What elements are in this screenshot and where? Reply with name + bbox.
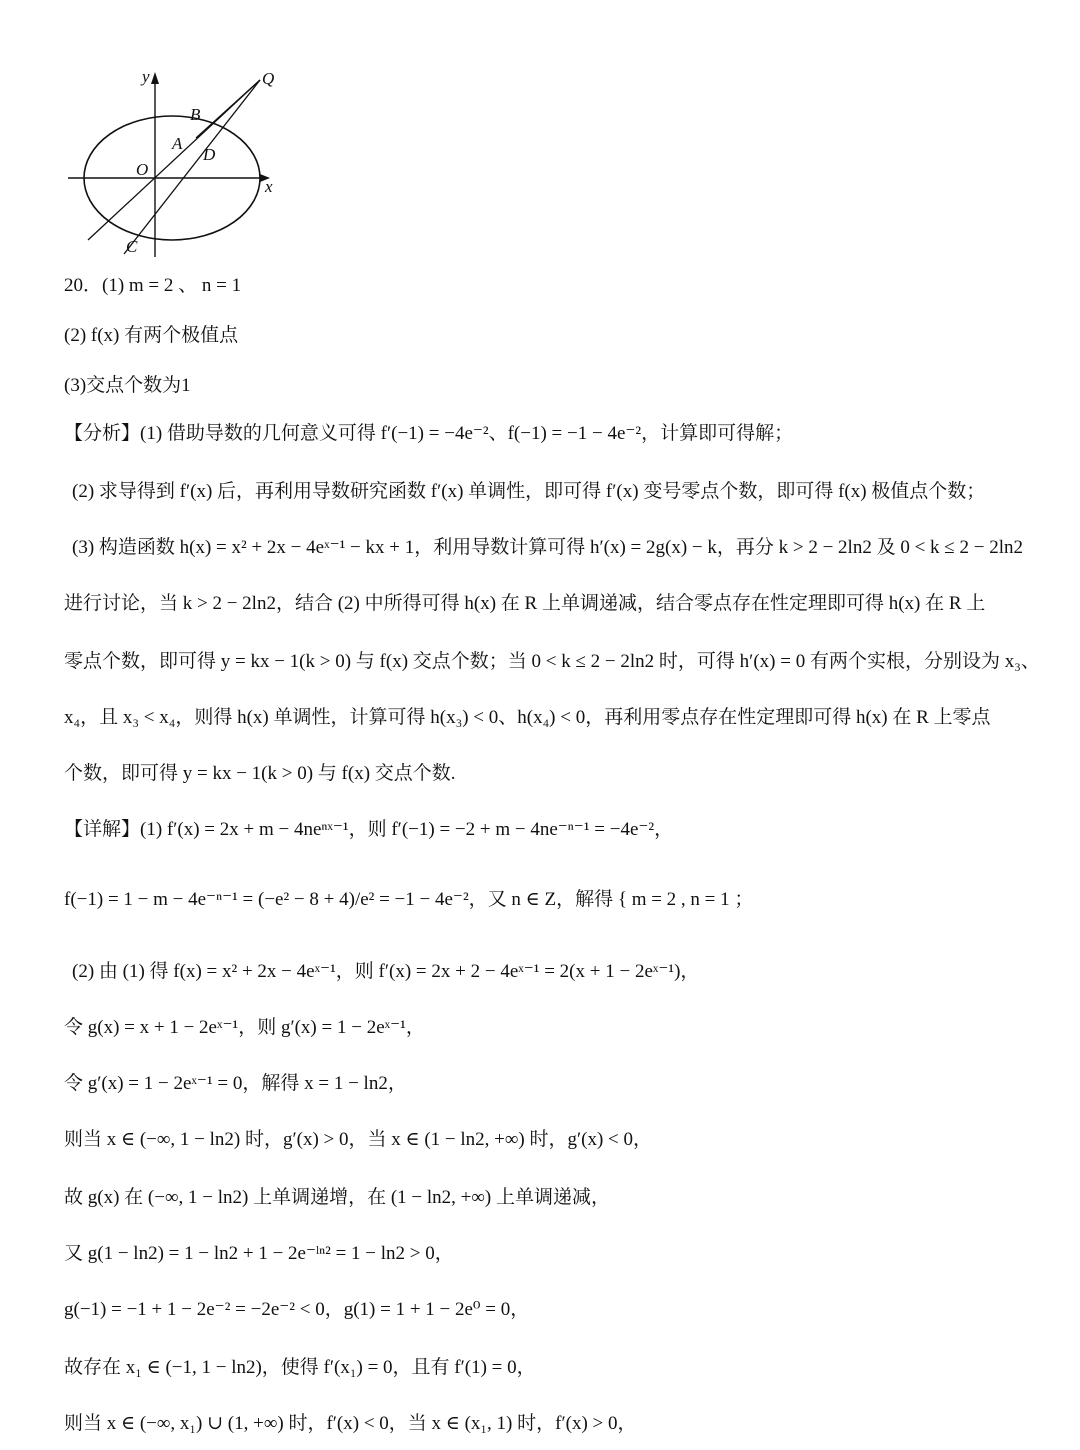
label-point-B: B [190,105,201,124]
solution-line-8: 又 g(1 − ln2) = 1 − ln2 + 1 − 2e⁻ˡⁿ² = 1 − ln2 > 0， [64,1243,454,1264]
answer-line-2: (2) f(x) 有两个极值点 [64,325,239,346]
y-axis-arrow-icon [151,72,159,84]
analysis-line-5: 零点个数，即可得 y = kx − 1(k > 0) 与 f(x) 交点个数；当 0 < k ≤ 2 − 2ln2 时，可得 h′(x) = 0 有两个实根，分别设为 x₃、 [64,651,1040,672]
analysis-line-1: 【分析】(1) 借助导数的几何意义可得 f′(−1) = −4e⁻²、f(−1) = −1 − 4e⁻²，计算即可得解； [64,423,794,444]
answer-line-1: 20．(1) m = 2 、 n = 1 [64,275,242,296]
ellipse-figure [60,62,290,262]
solution-line-11: 则当 x ∈ (−∞, x₁) ∪ (1, +∞) 时，f′(x) < 0，当 x ∈ (x₁, 1) 时，f′(x) > 0， [64,1413,637,1434]
solution-line-7: 故 g(x) 在 (−∞, 1 − ln2) 上单调递增，在 (1 − ln2, +∞) 上单调递减， [64,1187,610,1208]
label-x-axis: x [265,177,273,196]
solution-line-9: g(−1) = −1 + 1 − 2e⁻² = −2e⁻² < 0，g(1) = 1 + 1 − 2e⁰ = 0， [64,1299,530,1320]
solution-line-4: 令 g(x) = x + 1 − 2eˣ⁻¹，则 g′(x) = 1 − 2eˣ⁻¹， [64,1017,425,1038]
label-point-O: O [136,160,149,179]
analysis-line-3: (3) 构造函数 h(x) = x² + 2x − 4eˣ⁻¹ − kx + 1，利用导数计算可得 h′(x) = 2g(x) − k，再分 k > 2 − 2ln2 及 0 < k ≤ 2 − 2ln2 [72,537,1023,558]
solution-line-1: 【详解】(1) f′(x) = 2x + m − 4neⁿˣ⁻¹，则 f′(−1) = −2 + m − 4ne⁻ⁿ⁻¹ = −4e⁻²， [64,819,674,840]
solution-line-2: f(−1) = 1 − m − 4e⁻ⁿ⁻¹ = (−e² − 8 + 4)/e² = −1 − 4e⁻²，又 n ∈ Z，解得 { m = 2 , n = 1 ； [64,889,754,910]
analysis-line-2: (2) 求导得到 f′(x) 后，再利用导数研究函数 f′(x) 单调性，即可得 f′(x) 变号零点个数，即可得 f(x) 极值点个数； [72,481,986,502]
analysis-line-4: 进行讨论，当 k > 2 − 2ln2，结合 (2) 中所得可得 h(x) 在 R 上单调递减，结合零点存在性定理即可得 h(x) 在 R 上 [64,593,986,614]
solution-line-5: 令 g′(x) = 1 − 2eˣ⁻¹ = 0，解得 x = 1 − ln2， [64,1073,407,1094]
label-y-axis: y [142,67,150,86]
solution-line-10: 故存在 x₁ ∈ (−1, 1 − ln2)，使得 f′(x₁) = 0，且有 f′(1) = 0， [64,1357,536,1378]
label-point-A: A [172,134,183,153]
analysis-line-6: x₄，且 x₃ < x₄，则得 h(x) 单调性，计算可得 h(x₃) < 0、h(x₄) < 0，再利用零点存在性定理即可得 h(x) 在 R 上零点 [64,707,991,728]
label-point-C: C [126,237,138,256]
answer-line-3: (3)交点个数为1 [64,375,191,396]
solution-line-6: 则当 x ∈ (−∞, 1 − ln2) 时，g′(x) > 0，当 x ∈ (1 − ln2, +∞) 时，g′(x) < 0， [64,1129,652,1150]
solution-line-3: (2) 由 (1) 得 f(x) = x² + 2x − 4eˣ⁻¹，则 f′(x) = 2x + 2 − 4eˣ⁻¹ = 2(x + 1 − 2eˣ⁻¹)， [72,961,700,982]
label-point-Q: Q [262,69,275,88]
label-point-D: D [203,145,216,164]
analysis-line-7: 个数，即可得 y = kx − 1(k > 0) 与 f(x) 交点个数. [64,763,456,784]
